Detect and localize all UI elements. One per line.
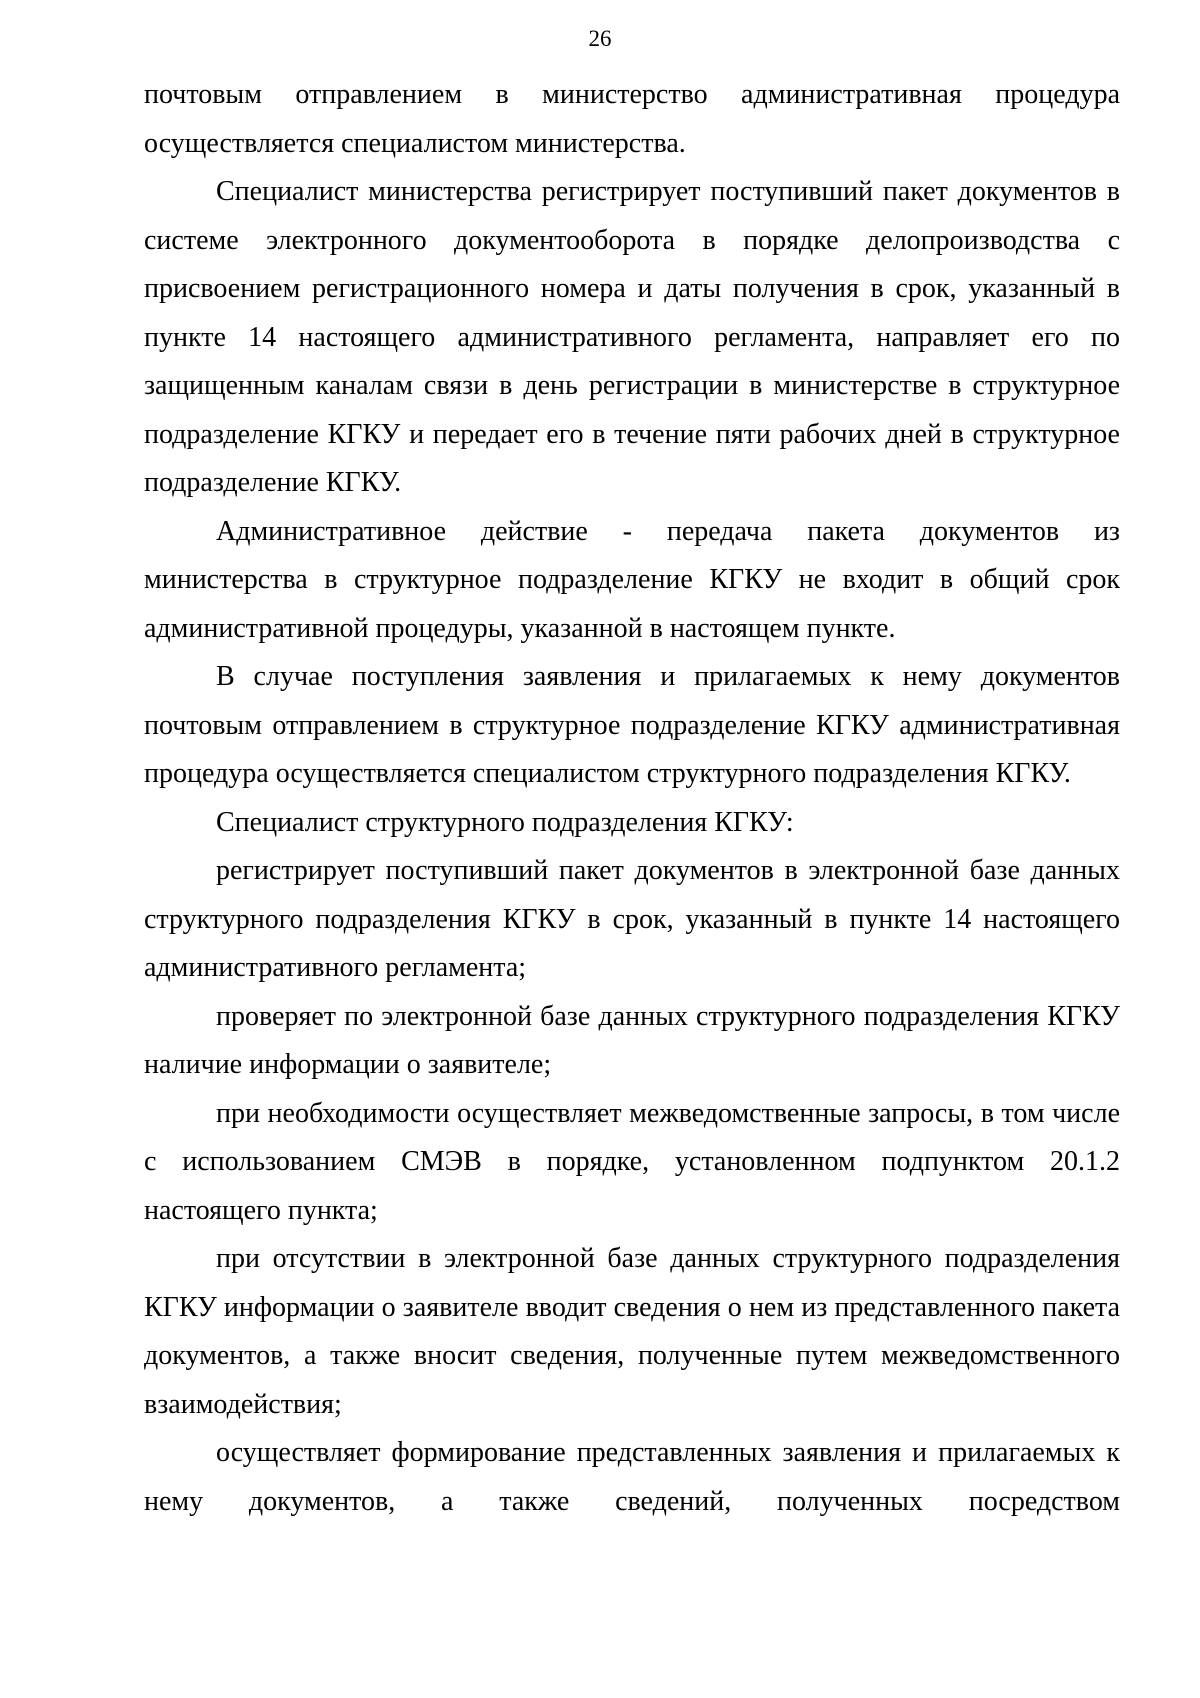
paragraph-8: при необходимости осуществляет межведомственные запросы, в том числе с использованием СМЭВ в порядке, установленном подпунктом 20.1.2 настоящего пункта; [144, 1097, 1120, 1226]
page-number: 26 [588, 26, 612, 51]
paragraph-1: почтовым отправлением в министерство административная процедура осуществляется специалистом министерства. [144, 79, 1120, 159]
paragraph-5: Специалист структурного подразделения КГКУ: [216, 806, 794, 838]
paragraph-9: при отсутствии в электронной базе данных структурного подразделения КГКУ информации о заявителе вводит сведения о нем из представленного пакета документов, а также вносит сведения, полученные путем межведомственного взаимодействия; [144, 1243, 1120, 1420]
paragraph-3: Административное действие - передача пакета документов из министерства в структурное подразделение КГКУ не входит в общий срок административной процедуры, указанной в настоящем пункте. [144, 515, 1120, 644]
paragraph-7: проверяет по электронной базе данных структурного подразделения КГКУ наличие информации о заявителе; [144, 1000, 1120, 1080]
paragraph-6: регистрирует поступивший пакет документов в электронной базе данных структурного подразделения КГКУ в срок, указанный в пункте 14 настоящего административного регламента; [144, 855, 1120, 983]
document-body [144, 71, 1120, 1526]
paragraph-10: осуществляет формирование представленных заявления и прилагаемых к нему документов, а также сведений, полученных посредством [144, 1437, 1120, 1517]
paragraph-4: В случае поступления заявления и прилагаемых к нему документов почтовым отправлением в структурное подразделение КГКУ административная процедура осуществляется специалистом структурного подразделения КГКУ. [144, 661, 1120, 789]
paragraph-2: Специалист министерства регистрирует поступивший пакет документов в системе электронного документооборота в порядке делопроизводства с присвоением регистрационного номера и даты получения в срок, указанный в пункте 14 настоящего административного регламента, направляет его по защищенным каналам связи в день регистрации в министерстве в структурное подразделение КГКУ и передает его в течение пяти рабочих дней в структурное подразделение КГКУ. [144, 176, 1120, 498]
